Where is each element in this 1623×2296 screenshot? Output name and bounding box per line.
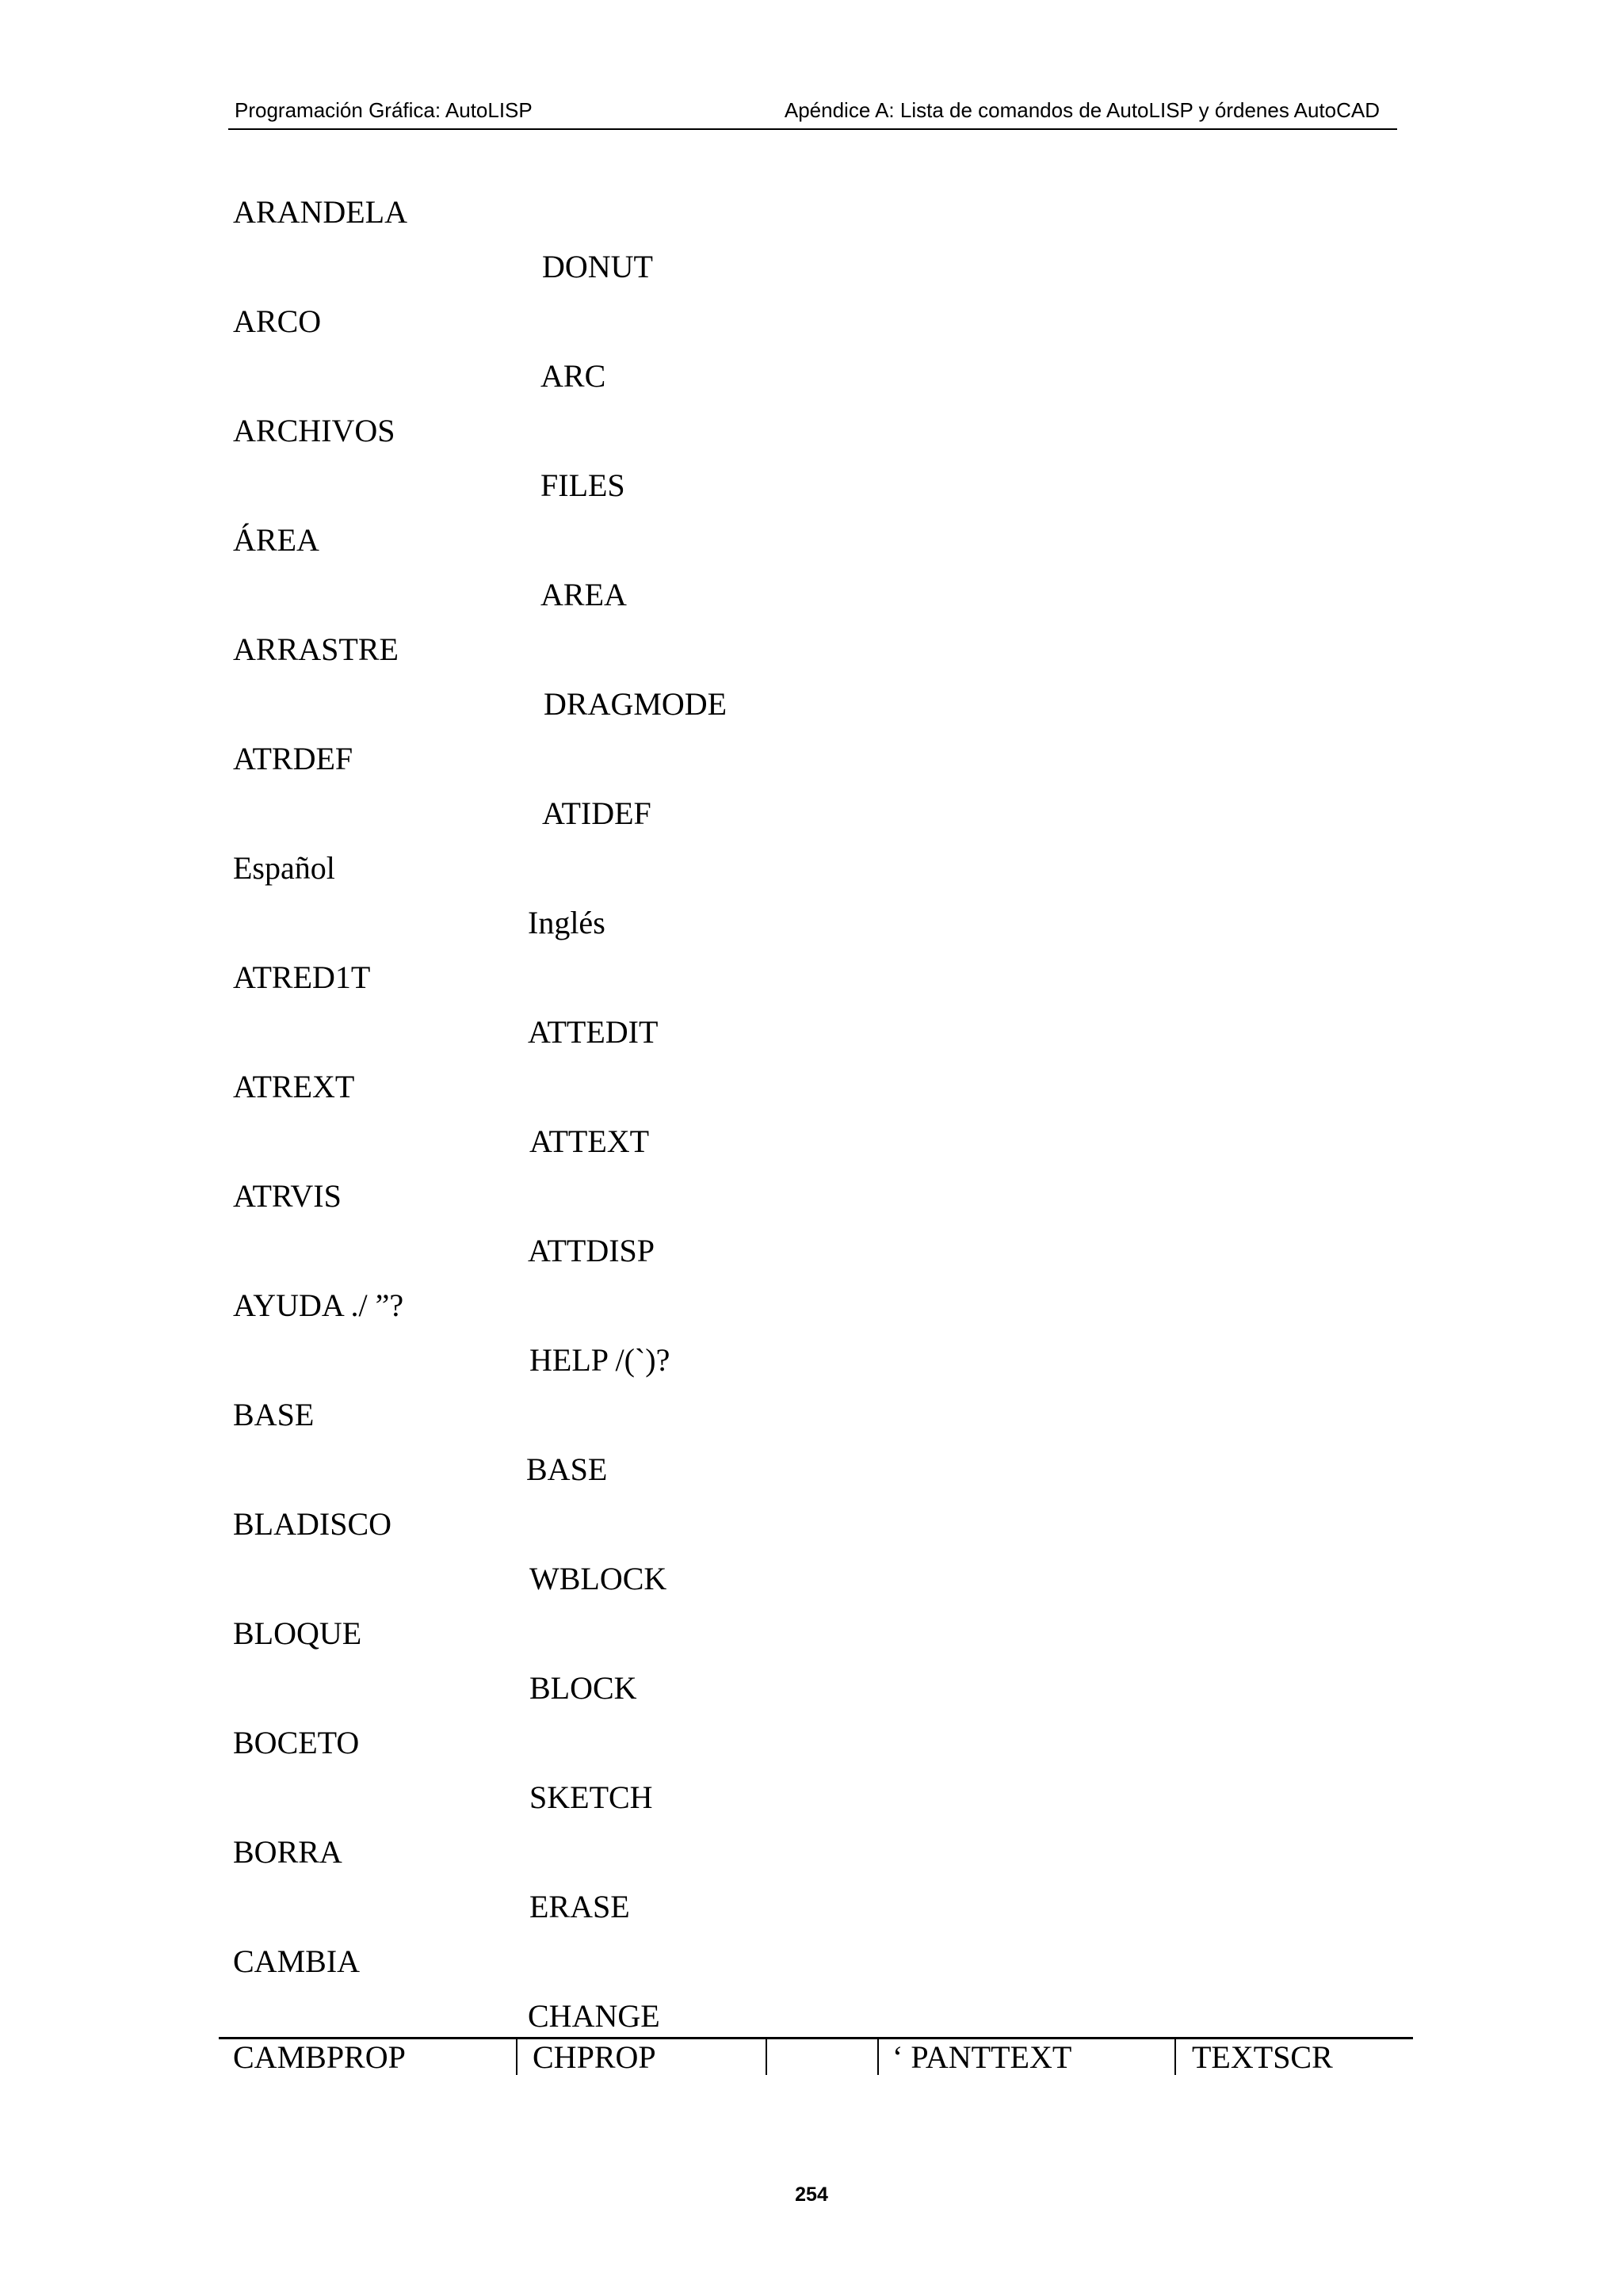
term-english: DONUT bbox=[542, 249, 653, 284]
table-cell: TEXTSCR bbox=[1192, 2039, 1333, 2075]
term-spanish: ATREXT bbox=[233, 1069, 355, 1104]
term-english: HELP /(`)? bbox=[529, 1342, 670, 1378]
term-english: ATTDISP bbox=[528, 1233, 655, 1268]
term-spanish: ATRED1T bbox=[233, 959, 371, 995]
term-spanish: ARRASTRE bbox=[233, 631, 399, 667]
term-spanish: ATRDEF bbox=[233, 741, 353, 776]
table-cell-divider bbox=[877, 2037, 879, 2075]
term-spanish: AYUDA ./ ”? bbox=[233, 1287, 404, 1323]
table-cell-divider bbox=[766, 2037, 767, 2075]
term-english: DRAGMODE bbox=[544, 686, 727, 722]
term-spanish: BLOQUE bbox=[233, 1615, 362, 1651]
term-english: SKETCH bbox=[529, 1779, 653, 1815]
table-cell: ‘ PANTTEXT bbox=[892, 2039, 1072, 2075]
term-english: ATTEXT bbox=[529, 1123, 650, 1159]
term-spanish: ARCHIVOS bbox=[233, 413, 395, 448]
term-english: BLOCK bbox=[529, 1670, 637, 1706]
term-english: ATIDEF bbox=[542, 795, 651, 831]
header-left-title: Programación Gráfica: AutoLISP bbox=[235, 98, 533, 122]
term-english: BASE bbox=[526, 1451, 608, 1487]
term-spanish: BLADISCO bbox=[233, 1506, 392, 1542]
term-english: ERASE bbox=[529, 1889, 630, 1924]
term-english: AREA bbox=[540, 577, 627, 612]
page-header bbox=[228, 93, 1397, 130]
page-number: 254 bbox=[795, 2183, 828, 2206]
term-english: ARC bbox=[540, 358, 606, 394]
term-spanish: ARCO bbox=[233, 303, 322, 339]
table-cell-divider bbox=[516, 2037, 517, 2075]
term-english: WBLOCK bbox=[529, 1561, 667, 1596]
column-header-spanish: Español bbox=[233, 850, 335, 886]
term-spanish: ATRVIS bbox=[233, 1178, 342, 1214]
table-cell-divider bbox=[1174, 2037, 1176, 2075]
term-english: CHANGE bbox=[528, 1998, 660, 2034]
column-header-english: Inglés bbox=[528, 905, 605, 940]
term-spanish: BOCETO bbox=[233, 1725, 360, 1760]
term-spanish: BORRA bbox=[233, 1834, 342, 1870]
table-cell: CHPROP bbox=[533, 2039, 656, 2075]
header-right-title: Apéndice A: Lista de comandos de AutoLISP y órdenes AutoCAD bbox=[784, 98, 1380, 122]
term-spanish: ARANDELA bbox=[233, 194, 407, 230]
term-english: ATTEDIT bbox=[528, 1014, 659, 1050]
term-spanish: ÁREA bbox=[233, 522, 319, 558]
table-cell: CAMBPROP bbox=[233, 2039, 406, 2075]
term-english: FILES bbox=[540, 467, 625, 503]
term-spanish: CAMBIA bbox=[233, 1943, 361, 1979]
term-spanish: BASE bbox=[233, 1397, 315, 1432]
